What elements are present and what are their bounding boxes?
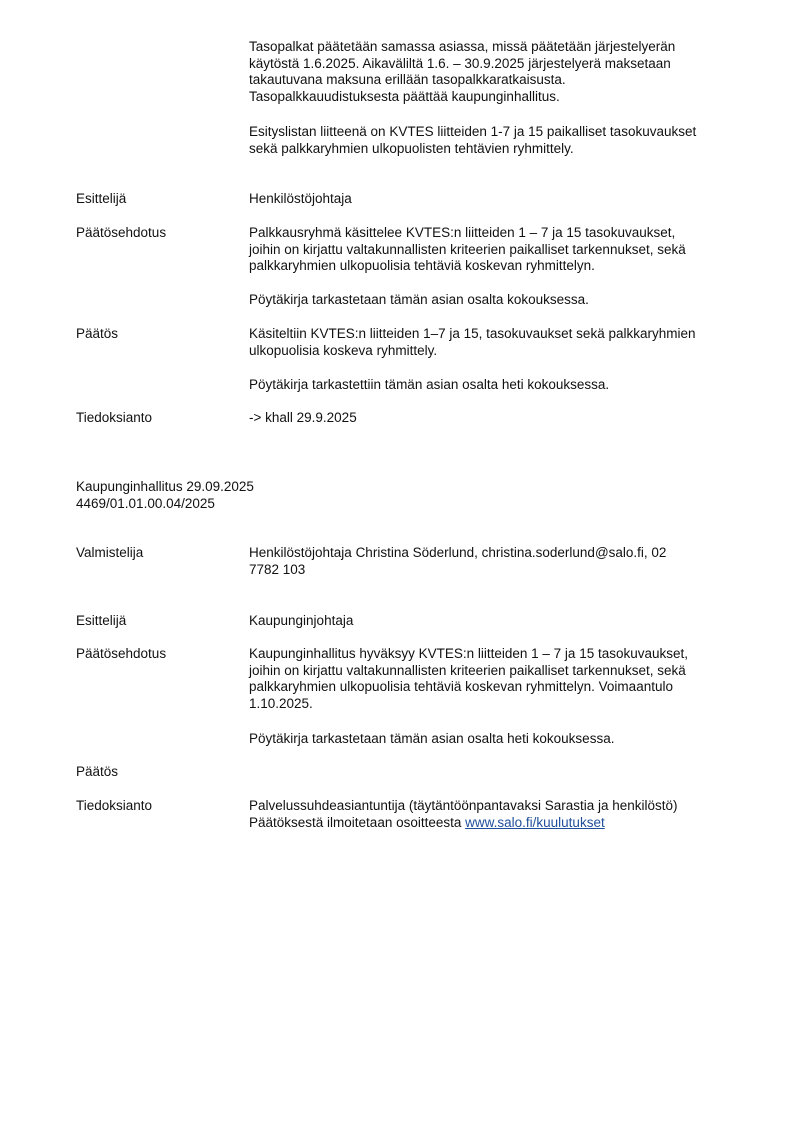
paatosehdotus-label: Päätösehdotus [76,225,167,240]
text-line: Henkilöstöjohtaja Christina Söderlund, christina.soderlund@salo.fi, 02 [249,545,667,560]
text-line: palkkaryhmien ulkopuolisia tehtäviä koskevan ryhmittelyn. [249,258,595,274]
valmistelija-label: Valmistelija [76,545,144,560]
text-line: Tasopalkat päätetään samassa asiassa, missä päätetään järjestelyerän [249,39,676,54]
tiedoksianto-label: Tiedoksianto [76,798,153,813]
text-line: joihin on kirjattu valtakunnallisten kriteerien paikalliset tarkennukset, sekä [249,241,686,257]
paatos-label: Päätös [76,326,119,341]
kuulutukset-link[interactable]: www.salo.fi/kuulutukset [465,814,605,830]
text-line: Palkkausryhmä käsittelee KVTES:n liitteiden 1 – 7 ja 15 tasokuvaukset, [249,225,676,240]
valmistelija-text [249,545,739,578]
text-line: Esityslistan liitteenä on KVTES liitteiden 1-7 ja 15 paikalliset tasokuvaukset [249,124,697,139]
paatosehdotus-text [249,225,739,275]
esittelija-label: Esittelijä [76,613,127,628]
paatosehdotus-note: Pöytäkirja tarkastetaan tämän asian osalta heti kokouksessa. [249,731,615,746]
paatos-label: Päätös [76,764,119,779]
intro-paragraph-2 [249,124,739,157]
paatosehdotus-note: Pöytäkirja tarkastetaan tämän asian osalta kokouksessa. [249,292,589,307]
text-line: Palvelussuhdeasiantuntija (täytäntöönpantavaksi Sarastia ja henkilöstö) [249,798,678,813]
case-reference: 4469/01.01.00.04/2025 [76,496,215,511]
notice-prefix: Päätöksestä ilmoitetaan osoitteesta [249,814,466,830]
intro-paragraph-1 [249,39,739,105]
text-line: takautuvana maksuna erillään tasopalkkaratkaisusta. [249,72,566,88]
text-line: palkkaryhmien ulkopuolisia tehtäviä koskevan ryhmittelyn. Voimaantulo [249,679,673,695]
paatosehdotus-label: Päätösehdotus [76,646,167,661]
text-line: 7782 103 [249,561,306,577]
esittelija-value: Kaupunginjohtaja [249,613,354,628]
tiedoksianto-value: -> khall 29.9.2025 [249,410,357,425]
text-line: sekä palkkaryhmien ulkopuolisten tehtävien ryhmittely. [249,140,574,156]
tiedoksianto-label: Tiedoksianto [76,410,153,425]
text-line: joihin on kirjattu valtakunnallisten kriteerien paikalliset tarkennukset, sekä [249,662,686,678]
esittelija-value: Henkilöstöjohtaja [249,191,352,206]
paatos-note: Pöytäkirja tarkastettiin tämän asian osalta heti kokouksessa. [249,377,610,392]
text-line: 1.10.2025. [249,695,313,711]
text-line: ulkopuolisia koskeva ryhmittely. [249,342,438,358]
tiedoksianto-text [249,798,739,831]
text-line: Käsiteltiin KVTES:n liitteiden 1–7 ja 15, tasokuvaukset sekä palkkaryhmien [249,326,696,341]
paatosehdotus-text [249,646,739,712]
text-line: Tasopalkkauudistuksesta päättää kaupunginhallitus. [249,88,560,104]
text-line [249,815,739,832]
paatos-text [249,326,739,359]
esittelija-label: Esittelijä [76,191,127,206]
text-line: käytöstä 1.6.2025. Aikaväliltä 1.6. – 30.9.2025 järjestelyerä maksetaan [249,55,671,71]
meeting-heading: Kaupunginhallitus 29.09.2025 [76,479,254,494]
text-line: Kaupunginhallitus hyväksyy KVTES:n liitteiden 1 – 7 ja 15 tasokuvaukset, [249,646,689,661]
